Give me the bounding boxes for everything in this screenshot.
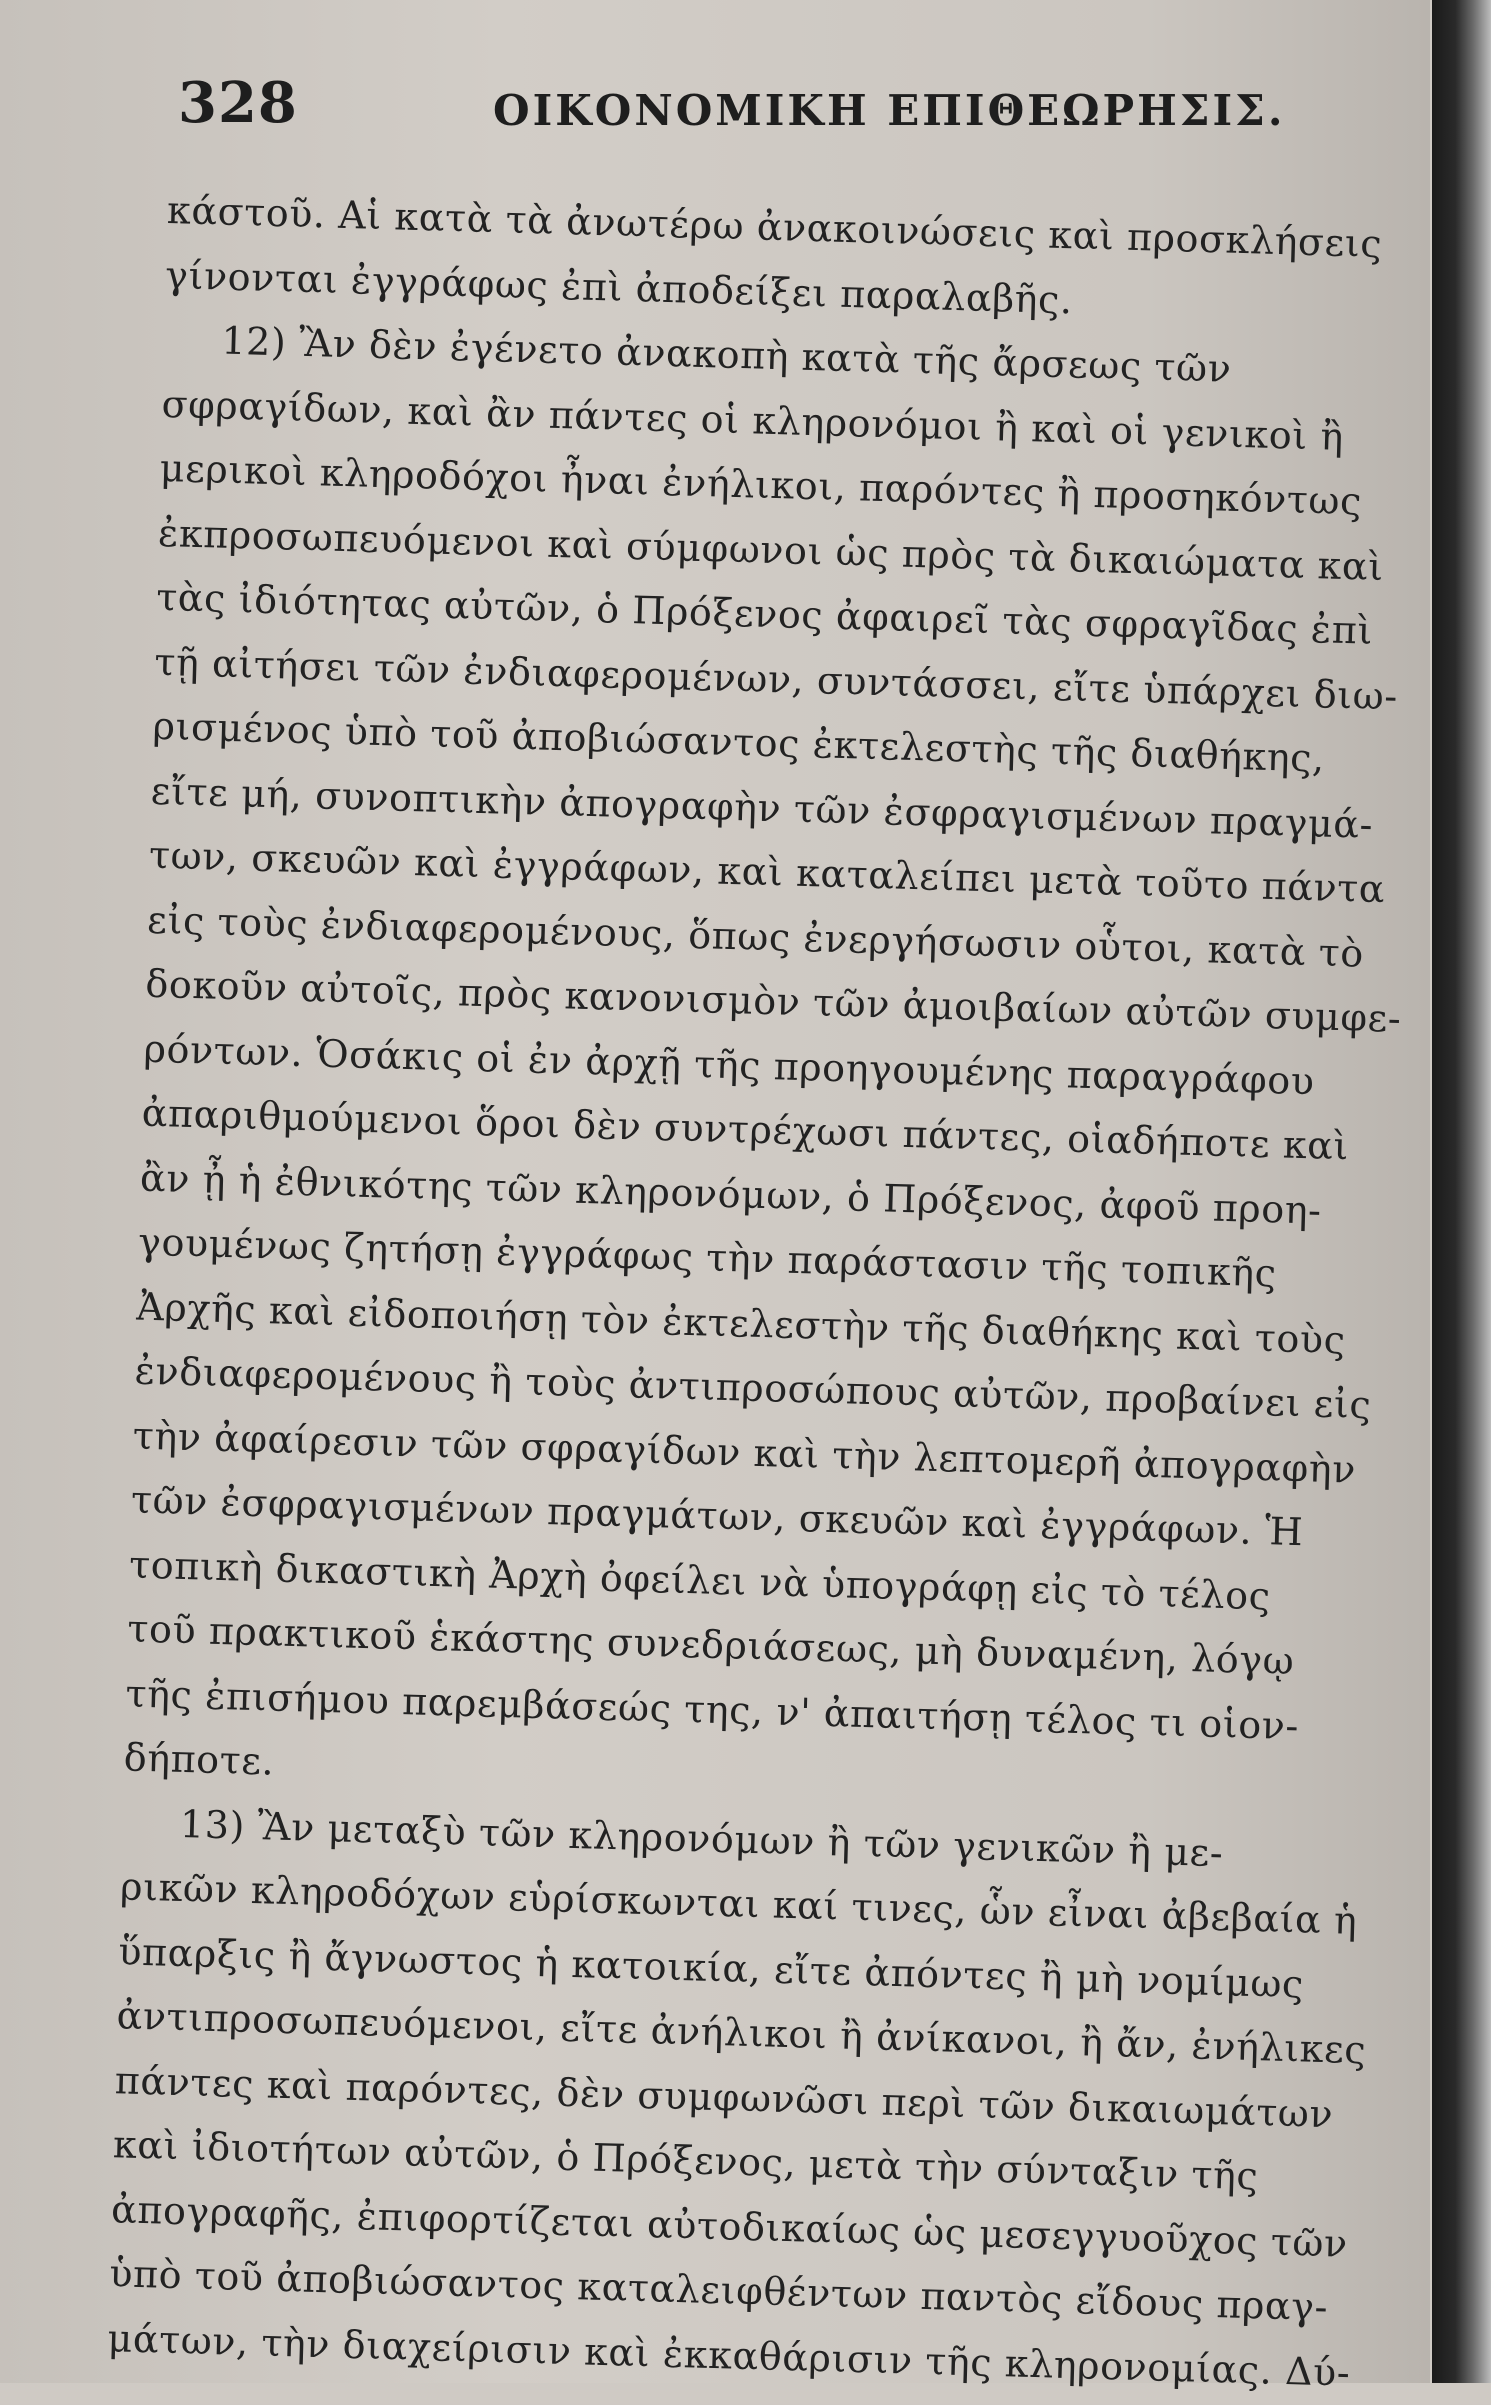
text-line: τὴν ἀφαίρεσιν τῶν σφραγίδων καὶ τὴν λεπτομερῆ ἀπογραφὴν xyxy=(132,1413,1357,1492)
text-line: γίνονται ἐγγράφως ἐπὶ ἀποδείξει παραλαβῆς. xyxy=(164,252,1074,322)
text-line: ἐνδιαφερομένους ἢ τοὺς ἀντιπροσώπους αὐτῶν, προβαίνει εἰς xyxy=(134,1348,1373,1428)
paragraph-13-start: 13) Ἂν μεταξὺ τῶν κληρονόμων ἢ τῶν γενικῶν ἢ με- xyxy=(179,1801,1224,1875)
text-line: εἴτε μή, συνοπτικὴν ἀπογραφὴν τῶν ἐσφραγισμένων πραγμά- xyxy=(150,768,1374,847)
page-number: 328 xyxy=(178,70,298,136)
text-line: τοπικὴ δικαστικὴ Ἀρχὴ ὀφείλει νὰ ὑπογράφῃ εἰς τὸ τέλος xyxy=(128,1541,1272,1618)
text-line: τοῦ πρακτικοῦ ἑκάστης συνεδριάσεως, μὴ δυναμένη, λόγῳ xyxy=(126,1606,1295,1684)
text-line: ἀπαριθμούμενοι ὅροι δὲν συντρέχωσι πάντες, οἱαδήποτε καὶ xyxy=(141,1090,1350,1169)
paragraph-12-start: 12) Ἂν δὲν ἐγένετο ἀνακοπὴ κατὰ τῆς ἄρσεως τῶν xyxy=(220,318,1233,391)
text-line: τῆς ἐπισήμου παρεμβάσεώς της, ν' ἀπαιτήσῃ τέλος τι οἱον- xyxy=(125,1670,1300,1748)
text-line: δήποτε. xyxy=(123,1735,275,1784)
running-title: ΟΙΚΟΝΟΜΙΚΗ ΕΠΙΘΕΩΡΗΣΙΣ. xyxy=(493,86,1286,135)
book-spine-edge xyxy=(1432,0,1491,2383)
text-line: ρόντων. Ὁσάκις οἱ ἐν ἀρχῇ τῆς προηγουμένης παραγράφου xyxy=(143,1026,1316,1103)
text-line: μερικοὶ κληροδόχοι ἦναι ἐνήλικοι, παρόντες ἢ προσηκόντως xyxy=(159,445,1363,524)
text-line: δοκοῦν αὐτοῖς, πρὸς κανονισμὸν τῶν ἀμοιβαίων αὐτῶν συμφε- xyxy=(144,961,1402,1041)
text-line: μάτων, τὴν διαχείρισιν καὶ ἐκκαθάρισιν τῆς κληρονομίας. Δύ- xyxy=(107,2315,1351,2395)
text-line: ὑπὸ τοῦ ἀποβιώσαντος καταλειφθέντων παντὸς εἴδους πραγ- xyxy=(108,2251,1329,2330)
text-line: πάντες καὶ παρόντες, δὲν συμφωνῶσι περὶ τῶν δικαιωμάτων xyxy=(114,2057,1334,2136)
text-line: σφραγίδων, καὶ ἂν πάντες οἱ κληρονόμοι ἢ καὶ οἱ γενικοὶ ἢ xyxy=(161,381,1345,459)
text-line: ἀντιπροσωπευόμενοι, εἴτε ἀνήλικοι ἢ ἀνίκανοι, ἢ ἄν, ἐνήλικες xyxy=(116,1993,1367,2073)
text-line: των, σκευῶν καὶ ἐγγράφων, καὶ καταλείπει μετὰ τοῦτο πάντα xyxy=(148,832,1386,912)
text-line: ρικῶν κληροδόχων εὑρίσκωνται καί τινες, ὧν εἶναι ἀβεβαία ἡ xyxy=(119,1864,1358,1943)
text-line: ρισμένος ὑπὸ τοῦ ἀποβιώσαντος ἐκτελεστὴς τῆς διαθήκης, xyxy=(152,703,1326,781)
text-line: ἐκπροσωπευόμενοι καὶ σύμφωνοι ὡς πρὸς τὰ δικαιώματα καὶ xyxy=(157,510,1385,589)
text-line: Ἀρχῆς καὶ εἰδοποιήσῃ τὸν ἐκτελεστὴν τῆς διαθήκης καὶ τοὺς xyxy=(135,1284,1347,1362)
text-line: κάστοῦ. Αἱ κατὰ τὰ ἀνωτέρω ἀνακοινώσεις καὶ προσκλήσεις xyxy=(166,187,1383,266)
text-line: γουμένως ζητήσῃ ἐγγράφως τὴν παράστασιν τῆς τοπικῆς xyxy=(137,1219,1278,1296)
page-header xyxy=(178,70,1308,140)
text-line: τῇ αἰτήσει τῶν ἐνδιαφερομένων, συντάσσει, εἴτε ὑπάρχει διω- xyxy=(153,639,1399,719)
text-line: ὕπαρξις ἢ ἄγνωστος ἡ κατοικία, εἴτε ἀπόντες ἢ μὴ νομίμως xyxy=(117,1928,1305,2006)
text-line: καὶ ἰδιοτήτων αὐτῶν, ὁ Πρόξενος, μετὰ τὴν σύνταξιν τῆς xyxy=(112,2122,1259,2199)
text-line: ἂν ᾖ ἡ ἐθνικότης τῶν κληρονόμων, ὁ Πρόξενος, ἀφοῦ προη- xyxy=(139,1155,1323,1233)
text-line: εἰς τοὺς ἐνδιαφερομένους, ὅπως ἐνεργήσωσιν οὗτοι, κατὰ τὸ xyxy=(146,897,1365,976)
text-line: τῶν ἐσφραγισμένων πραγμάτων, σκευῶν καὶ ἐγγράφων. Ἡ xyxy=(130,1477,1304,1555)
body-text xyxy=(107,178,1402,2402)
text-line: ἀπογραφῆς, ἐπιφορτίζεται αὐτοδικαίως ὡς μεσεγγυοῦχος τῶν xyxy=(110,2186,1349,2266)
text-line: τὰς ἰδιότητας αὐτῶν, ὁ Πρόξενος ἀφαιρεῖ τὰς σφραγῖδας ἐπὶ xyxy=(155,574,1374,653)
